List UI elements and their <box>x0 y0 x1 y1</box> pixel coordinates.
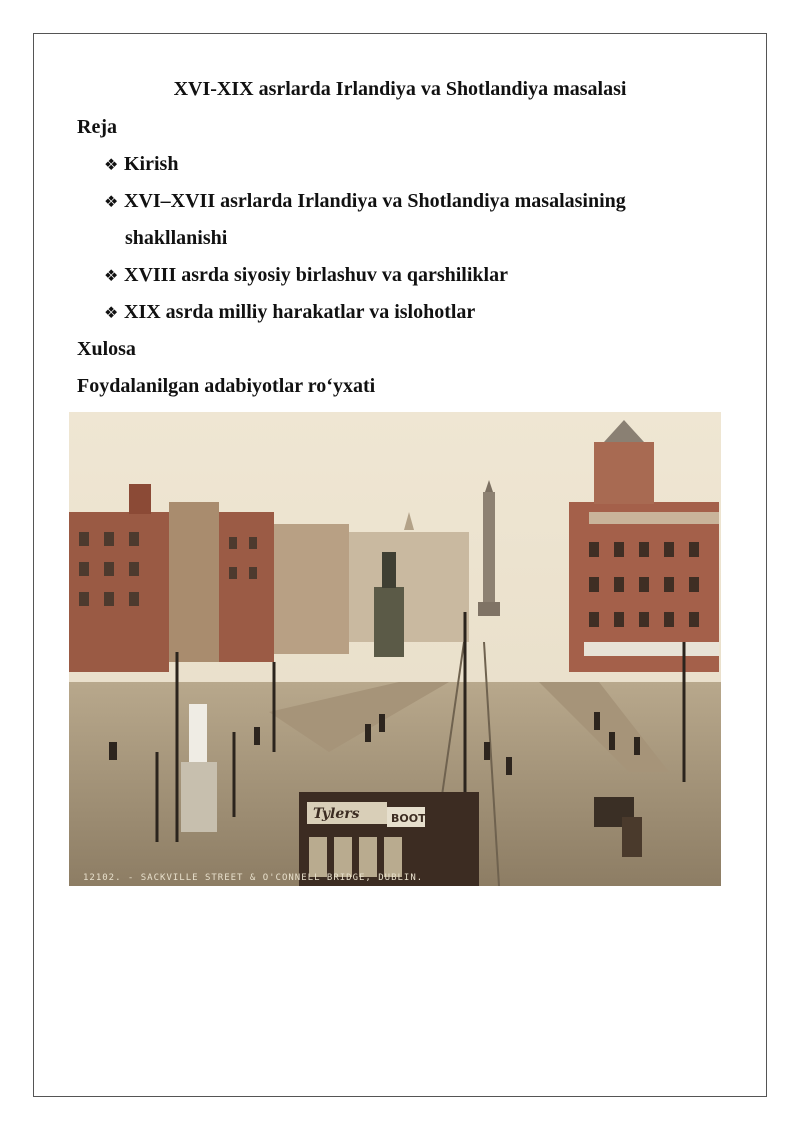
plan-item-label: XVIII asrda siyosiy birlashuv va qarshiliklar <box>124 264 508 286</box>
diamond-bullet-icon: ❖ <box>104 266 119 285</box>
plan-item <box>104 301 475 324</box>
plan-item <box>104 190 626 213</box>
diamond-bullet-icon: ❖ <box>104 303 119 322</box>
plan-heading: Reja <box>77 116 117 138</box>
references-heading: Foydalanilgan adabiyotlar ro‘yxati <box>77 375 376 397</box>
tram-sign-boots: BOOTS <box>391 812 434 825</box>
document-page <box>33 33 767 1097</box>
plan-item-continuation: shakllanishi <box>125 227 228 249</box>
conclusion-heading: Xulosa <box>77 338 136 360</box>
street-scene-illustration <box>69 412 721 886</box>
plan-item-label: Kirish <box>124 153 179 175</box>
document-title: XVI-XIX asrlarda Irlandiya va Shotlandiya masalasi <box>173 78 627 100</box>
plan-item <box>104 264 508 287</box>
tram-sign-tylers: Tylers <box>313 806 360 822</box>
photo-caption: 12102. - SACKVILLE STREET & O'CONNELL BRIDGE, DUBLIN. <box>83 873 424 883</box>
plan-item <box>104 153 178 176</box>
diamond-bullet-icon: ❖ <box>104 192 119 211</box>
historic-street-photo <box>69 412 721 886</box>
plan-item-label: XIX asrda milliy harakatlar va islohotlar <box>124 301 476 323</box>
plan-item-label: XVI–XVII asrlarda Irlandiya va Shotlandiya masalasining <box>124 190 626 212</box>
diamond-bullet-icon: ❖ <box>104 155 119 174</box>
